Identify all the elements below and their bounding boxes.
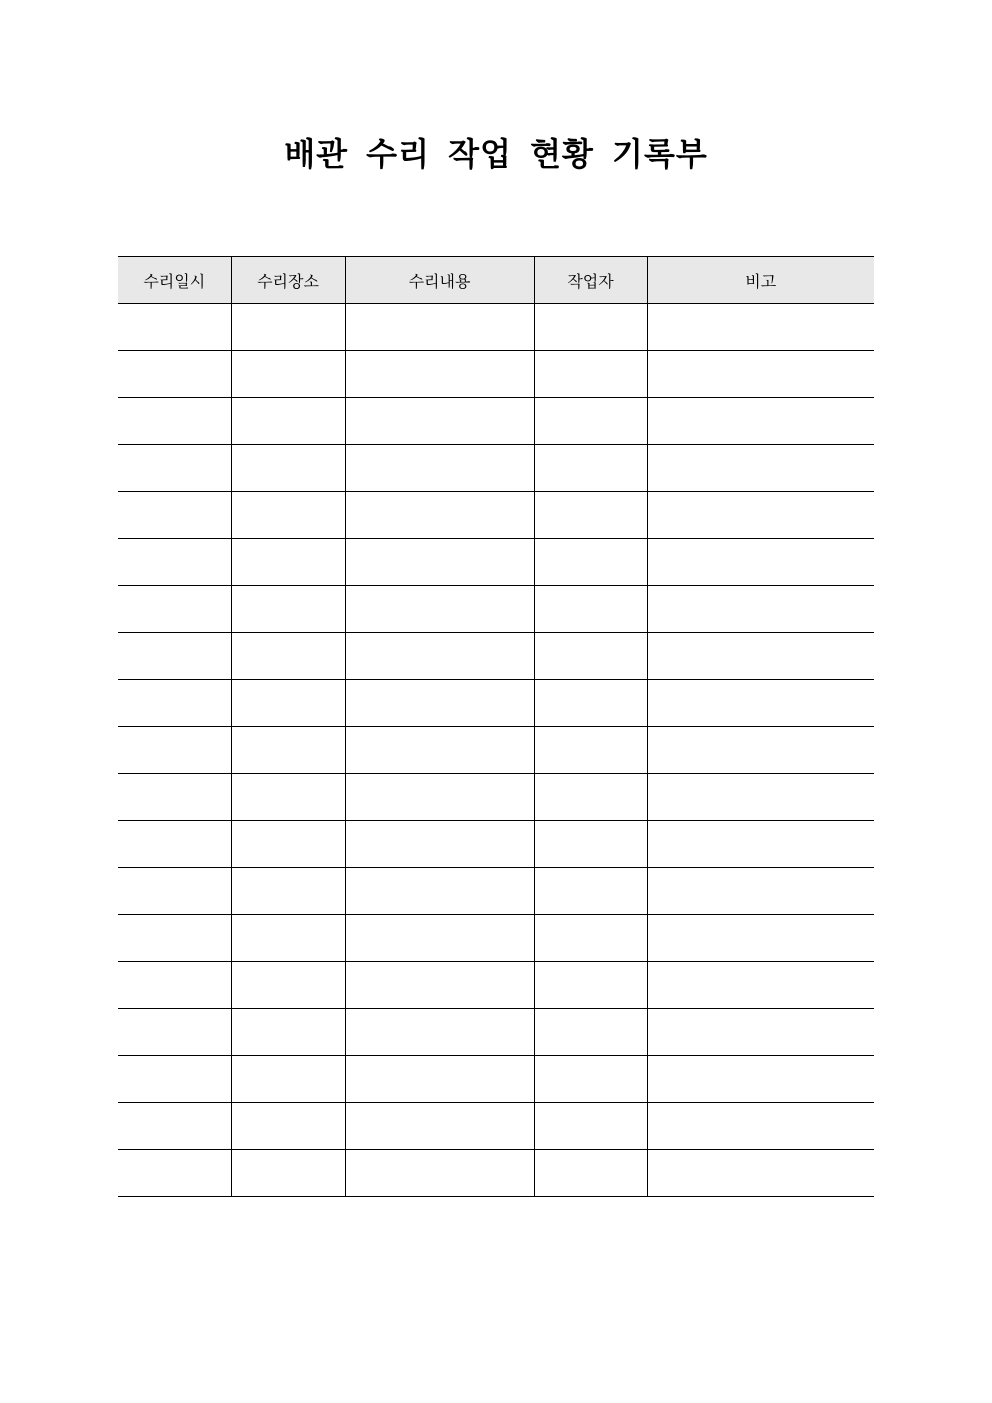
table-row [118, 680, 874, 727]
table-cell-repair-date[interactable] [118, 680, 231, 727]
table-cell-repair-location[interactable] [231, 821, 345, 868]
table-row [118, 492, 874, 539]
table-cell-worker[interactable] [534, 539, 647, 586]
table-cell-repair-location[interactable] [231, 774, 345, 821]
table-cell-remarks[interactable] [647, 539, 874, 586]
table-cell-repair-details[interactable] [345, 868, 534, 915]
table-cell-repair-location[interactable] [231, 586, 345, 633]
table-cell-remarks[interactable] [647, 633, 874, 680]
table-cell-remarks[interactable] [647, 821, 874, 868]
table-cell-repair-date[interactable] [118, 1103, 231, 1150]
table-cell-repair-details[interactable] [345, 539, 534, 586]
table-row [118, 821, 874, 868]
table-cell-repair-details[interactable] [345, 915, 534, 962]
table-row [118, 539, 874, 586]
table-header-row [118, 257, 874, 304]
table-cell-repair-date[interactable] [118, 1056, 231, 1103]
table-cell-remarks[interactable] [647, 680, 874, 727]
table-cell-repair-date[interactable] [118, 774, 231, 821]
table-body [118, 304, 874, 1197]
table-row [118, 727, 874, 774]
table-cell-repair-date[interactable] [118, 1009, 231, 1056]
table-cell-repair-details[interactable] [345, 1103, 534, 1150]
table-row [118, 1103, 874, 1150]
table-cell-repair-location[interactable] [231, 304, 345, 351]
table-cell-worker[interactable] [534, 633, 647, 680]
table-cell-repair-location[interactable] [231, 539, 345, 586]
table-cell-repair-location[interactable] [231, 351, 345, 398]
page-title: 배관 수리 작업 현황 기록부 [284, 135, 708, 173]
table-cell-worker[interactable] [534, 586, 647, 633]
table-cell-worker[interactable] [534, 445, 647, 492]
table-cell-repair-details[interactable] [345, 1009, 534, 1056]
table-cell-worker[interactable] [534, 727, 647, 774]
table-cell-repair-details[interactable] [345, 680, 534, 727]
table-cell-worker[interactable] [534, 915, 647, 962]
table-cell-worker[interactable] [534, 1009, 647, 1056]
table-cell-remarks[interactable] [647, 1056, 874, 1103]
column-header-repair-details: 수리내용 [345, 257, 534, 304]
table-cell-remarks[interactable] [647, 1150, 874, 1197]
table-cell-remarks[interactable] [647, 351, 874, 398]
table-cell-repair-date[interactable] [118, 727, 231, 774]
table-cell-repair-date[interactable] [118, 492, 231, 539]
table-row [118, 633, 874, 680]
table-cell-repair-location[interactable] [231, 1009, 345, 1056]
column-header-remarks: 비고 [647, 257, 874, 304]
table-cell-repair-date[interactable] [118, 304, 231, 351]
table-cell-repair-location[interactable] [231, 680, 345, 727]
table-cell-repair-date[interactable] [118, 586, 231, 633]
table-row [118, 962, 874, 1009]
table-cell-worker[interactable] [534, 774, 647, 821]
table-cell-remarks[interactable] [647, 774, 874, 821]
table-row [118, 398, 874, 445]
column-header-repair-date: 수리일시 [118, 257, 231, 304]
table-cell-repair-date[interactable] [118, 868, 231, 915]
table-cell-worker[interactable] [534, 680, 647, 727]
table-cell-repair-details[interactable] [345, 1056, 534, 1103]
table-row [118, 915, 874, 962]
table-row [118, 1009, 874, 1056]
table-cell-repair-date[interactable] [118, 915, 231, 962]
table-cell-remarks[interactable] [647, 304, 874, 351]
table-cell-repair-location[interactable] [231, 492, 345, 539]
table-row [118, 586, 874, 633]
table-cell-remarks[interactable] [647, 1009, 874, 1056]
table-cell-repair-location[interactable] [231, 1056, 345, 1103]
table-cell-repair-date[interactable] [118, 962, 231, 1009]
table-cell-repair-location[interactable] [231, 727, 345, 774]
table-cell-worker[interactable] [534, 492, 647, 539]
table-cell-repair-details[interactable] [345, 962, 534, 1009]
table-cell-repair-location[interactable] [231, 915, 345, 962]
table-cell-remarks[interactable] [647, 915, 874, 962]
table-cell-repair-details[interactable] [345, 821, 534, 868]
table-cell-repair-details[interactable] [345, 1150, 534, 1197]
table-cell-repair-details[interactable] [345, 633, 534, 680]
repair-log-table [118, 256, 874, 1197]
table-cell-repair-details[interactable] [345, 586, 534, 633]
table-cell-repair-location[interactable] [231, 1150, 345, 1197]
table-cell-repair-date[interactable] [118, 821, 231, 868]
column-header-repair-location: 수리장소 [231, 257, 345, 304]
table-row [118, 1056, 874, 1103]
table-row [118, 868, 874, 915]
table-cell-worker[interactable] [534, 1056, 647, 1103]
table-cell-repair-location[interactable] [231, 1103, 345, 1150]
table-cell-repair-date[interactable] [118, 445, 231, 492]
table-row [118, 445, 874, 492]
table-row [118, 304, 874, 351]
table-cell-remarks[interactable] [647, 962, 874, 1009]
table-cell-remarks[interactable] [647, 1103, 874, 1150]
table-cell-repair-location[interactable] [231, 868, 345, 915]
table-cell-repair-location[interactable] [231, 445, 345, 492]
table-cell-repair-location[interactable] [231, 962, 345, 1009]
table-row [118, 774, 874, 821]
table-row [118, 351, 874, 398]
table-cell-repair-date[interactable] [118, 351, 231, 398]
table-cell-worker[interactable] [534, 304, 647, 351]
table-cell-worker[interactable] [534, 868, 647, 915]
table-cell-repair-date[interactable] [118, 398, 231, 445]
table-cell-repair-details[interactable] [345, 492, 534, 539]
table-cell-worker[interactable] [534, 1150, 647, 1197]
table-cell-worker[interactable] [534, 398, 647, 445]
table-cell-remarks[interactable] [647, 868, 874, 915]
table-cell-remarks[interactable] [647, 586, 874, 633]
table-row [118, 1150, 874, 1197]
table-cell-worker[interactable] [534, 351, 647, 398]
table-cell-worker[interactable] [534, 962, 647, 1009]
table-cell-remarks[interactable] [647, 445, 874, 492]
table-cell-worker[interactable] [534, 1103, 647, 1150]
table-cell-repair-location[interactable] [231, 633, 345, 680]
table-cell-repair-details[interactable] [345, 445, 534, 492]
table-cell-worker[interactable] [534, 821, 647, 868]
table-cell-repair-date[interactable] [118, 633, 231, 680]
table-cell-repair-date[interactable] [118, 539, 231, 586]
table-cell-remarks[interactable] [647, 398, 874, 445]
table-cell-repair-details[interactable] [345, 398, 534, 445]
table-cell-repair-location[interactable] [231, 398, 345, 445]
table-cell-remarks[interactable] [647, 727, 874, 774]
table-cell-repair-details[interactable] [345, 774, 534, 821]
table-cell-repair-details[interactable] [345, 727, 534, 774]
table-cell-repair-date[interactable] [118, 1150, 231, 1197]
table-cell-repair-details[interactable] [345, 351, 534, 398]
table-cell-repair-details[interactable] [345, 304, 534, 351]
table-cell-remarks[interactable] [647, 492, 874, 539]
column-header-worker: 작업자 [534, 257, 647, 304]
